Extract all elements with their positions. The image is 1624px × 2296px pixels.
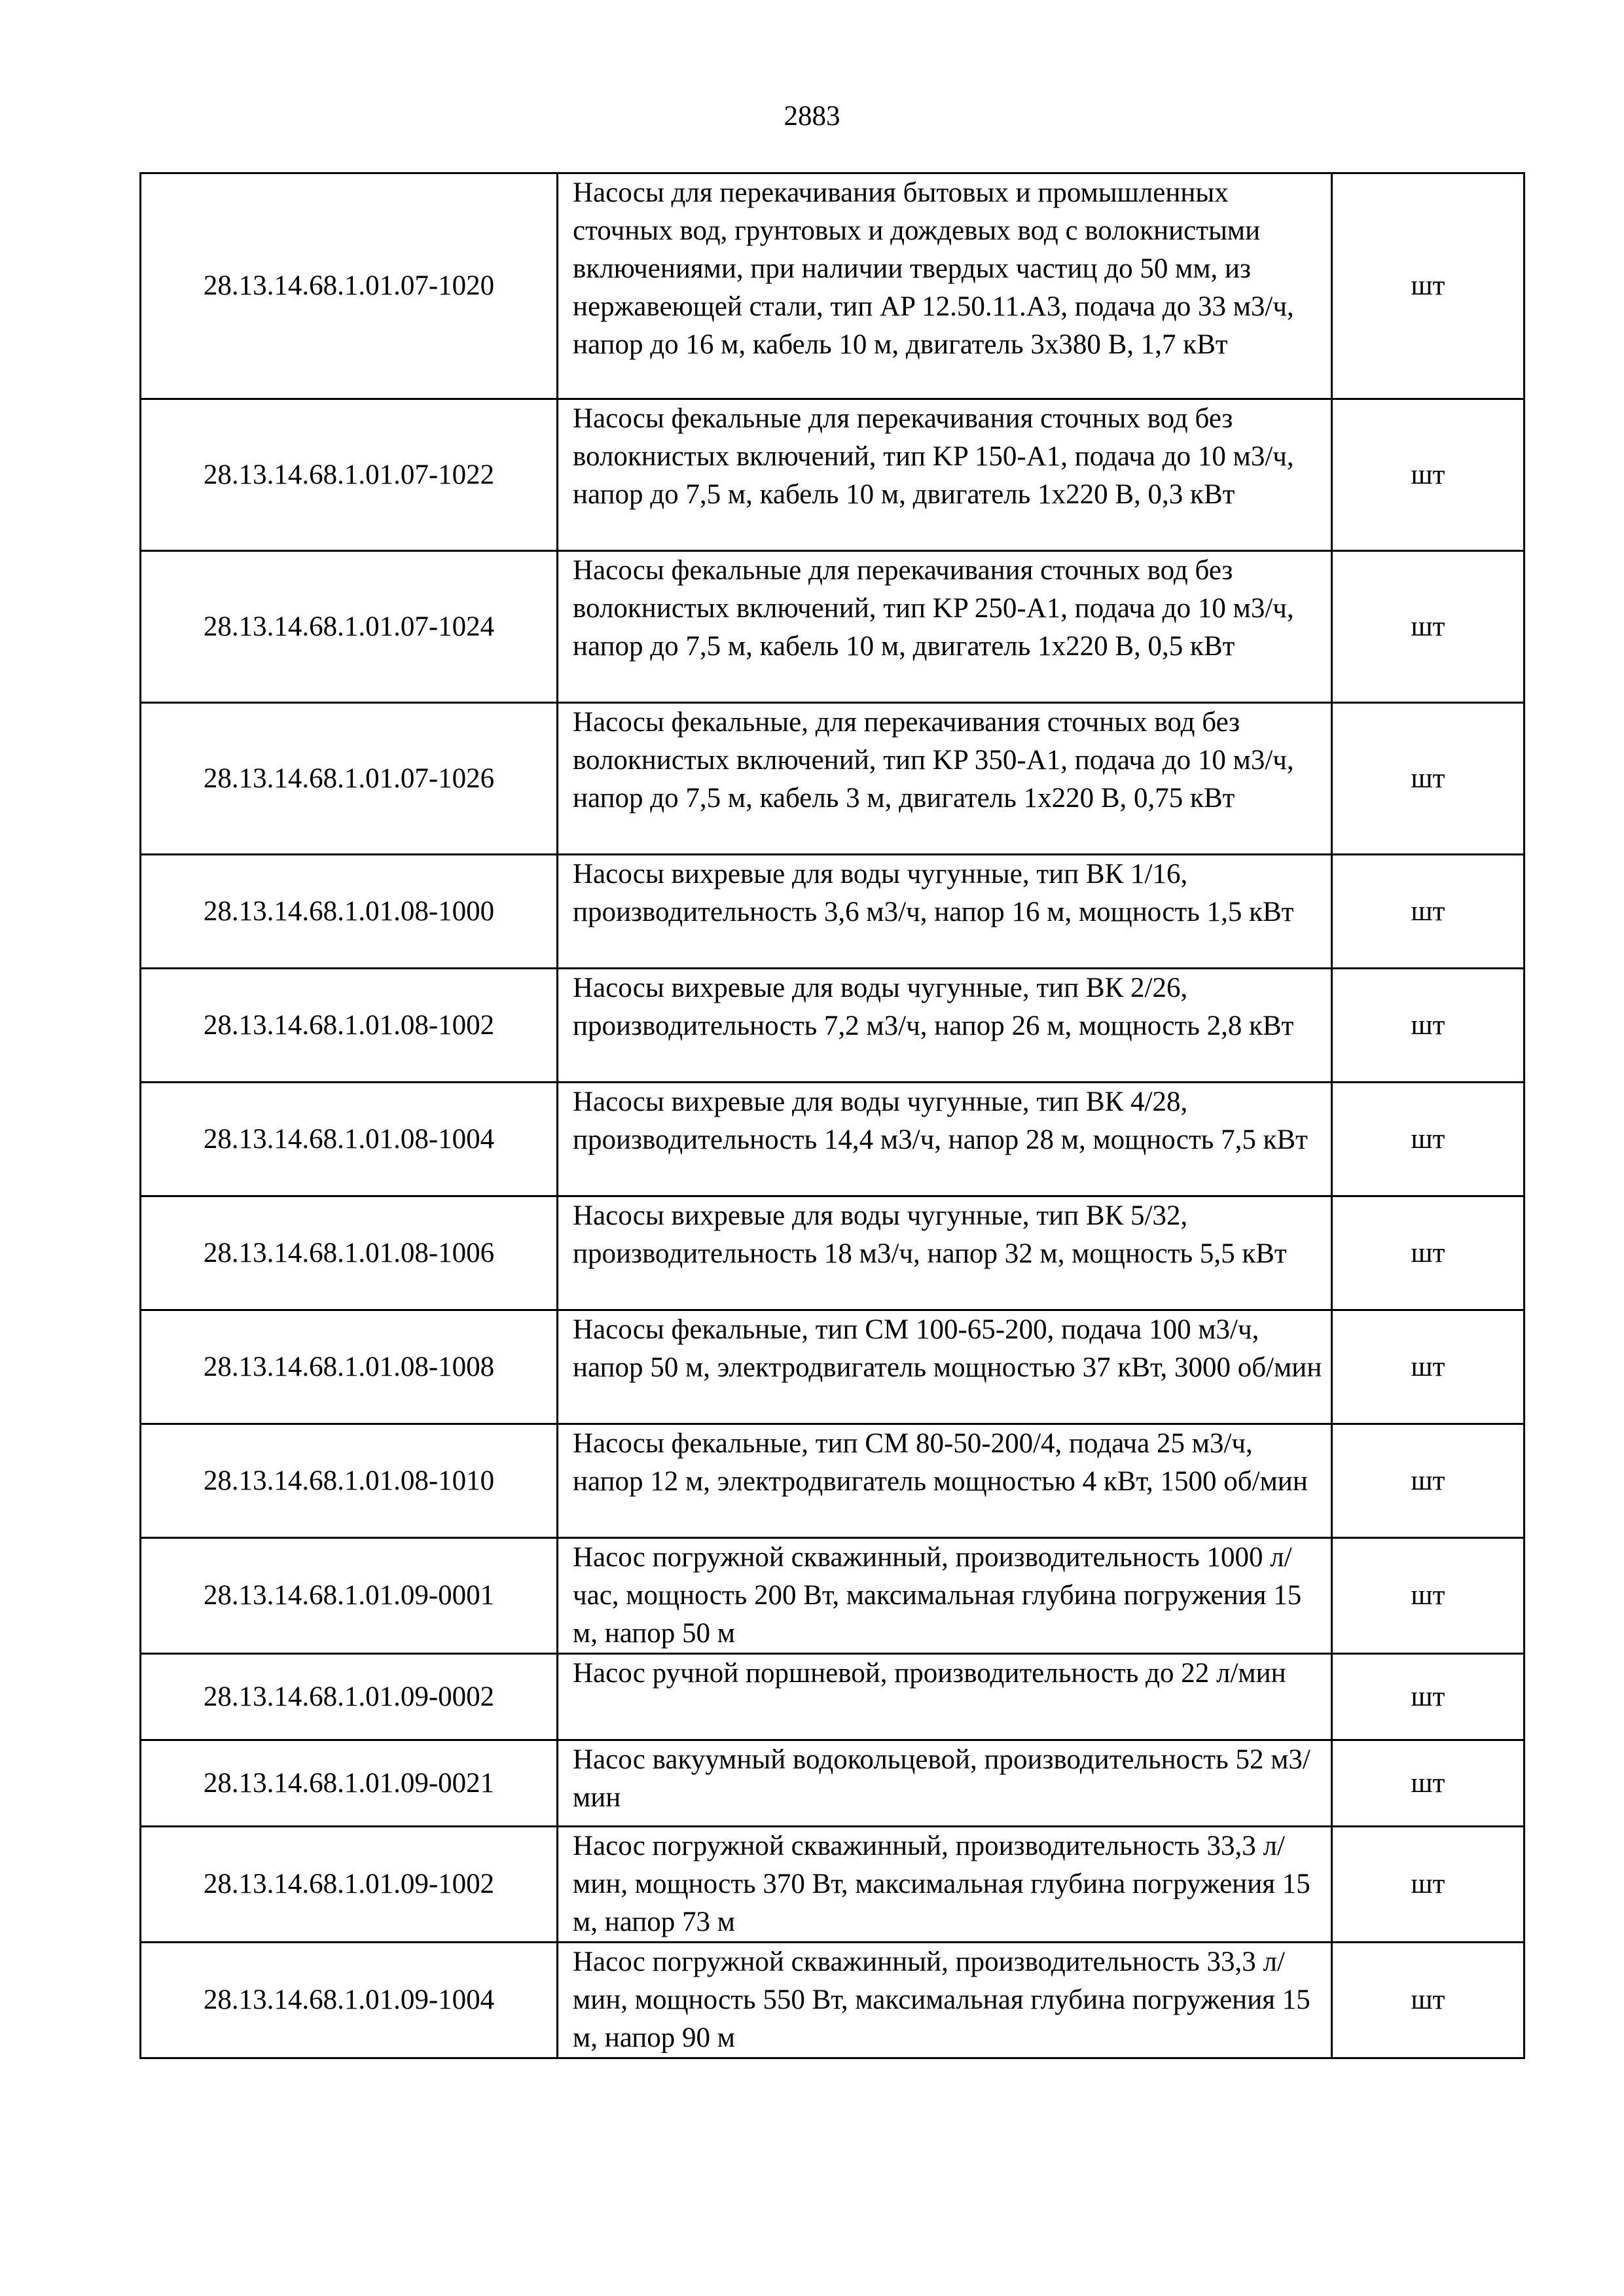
resource-description: Насосы вихревые для воды чугунные, тип ВК 5/32, производительность 18 м3/ч, напор 32 м, мощность 5,5 кВт xyxy=(558,1196,1332,1310)
catalog-table xyxy=(139,172,1525,2059)
resource-description: Насос вакуумный водокольцевой, производительность 52 м3/мин xyxy=(558,1740,1332,1827)
resource-code: 28.13.14.68.1.01.07-1022 xyxy=(141,399,558,551)
table-row xyxy=(141,855,1525,969)
table-row xyxy=(141,399,1525,551)
table-row xyxy=(141,969,1525,1083)
unit-of-measure: шт xyxy=(1332,551,1525,703)
resource-code: 28.13.14.68.1.01.07-1026 xyxy=(141,703,558,855)
resource-description: Насосы вихревые для воды чугунные, тип ВК 4/28, производительность 14,4 м3/ч, напор 28 м, мощность 7,5 кВт xyxy=(558,1083,1332,1196)
table-row xyxy=(141,703,1525,855)
resource-description: Насосы фекальные, для перекачивания сточных вод без волокнистых включений, тип KP 350-A1, подача до 10 м3/ч, напор до 7,5 м, кабель 3 м, двигатель 1x220 В, 0,75 кВт xyxy=(558,703,1332,855)
unit-of-measure: шт xyxy=(1332,1538,1525,1654)
table-row xyxy=(141,551,1525,703)
resource-description: Насосы вихревые для воды чугунные, тип ВК 2/26, производительность 7,2 м3/ч, напор 26 м, мощность 2,8 кВт xyxy=(558,969,1332,1083)
resource-description: Насос погружной скважинный, производительность 33,3 л/мин, мощность 370 Вт, максимальная глубина погружения 15 м, напор 73 м xyxy=(558,1827,1332,1943)
unit-of-measure: шт xyxy=(1332,1424,1525,1538)
unit-of-measure: шт xyxy=(1332,1310,1525,1424)
resource-code: 28.13.14.68.1.01.08-1008 xyxy=(141,1310,558,1424)
resource-code: 28.13.14.68.1.01.09-0002 xyxy=(141,1654,558,1740)
resource-description: Насос погружной скважинный, производительность 1000 л/час, мощность 200 Вт, максимальная глубина погружения 15 м, напор 50 м xyxy=(558,1538,1332,1654)
unit-of-measure: шт xyxy=(1332,1943,1525,2058)
unit-of-measure: шт xyxy=(1332,1827,1525,1943)
table-row xyxy=(141,1827,1525,1943)
table-row xyxy=(141,173,1525,399)
table-row xyxy=(141,1424,1525,1538)
table-row xyxy=(141,1943,1525,2058)
resource-code: 28.13.14.68.1.01.08-1006 xyxy=(141,1196,558,1310)
unit-of-measure: шт xyxy=(1332,173,1525,399)
unit-of-measure: шт xyxy=(1332,703,1525,855)
resource-description: Насосы фекальные для перекачивания сточных вод без волокнистых включений, тип KP 150-A1, подача до 10 м3/ч, напор до 7,5 м, кабель 10 м, двигатель 1x220 В, 0,3 кВт xyxy=(558,399,1332,551)
unit-of-measure: шт xyxy=(1332,1740,1525,1827)
resource-code: 28.13.14.68.1.01.07-1020 xyxy=(141,173,558,399)
unit-of-measure: шт xyxy=(1332,855,1525,969)
resource-code: 28.13.14.68.1.01.08-1010 xyxy=(141,1424,558,1538)
resource-code: 28.13.14.68.1.01.07-1024 xyxy=(141,551,558,703)
resource-code: 28.13.14.68.1.01.09-0021 xyxy=(141,1740,558,1827)
resource-description: Насосы фекальные, тип СМ 80-50-200/4, подача 25 м3/ч, напор 12 м, электродвигатель мощностью 4 кВт, 1500 об/мин xyxy=(558,1424,1332,1538)
resource-description: Насос ручной поршневой, производительность до 22 л/мин xyxy=(558,1654,1332,1740)
resource-code: 28.13.14.68.1.01.08-1002 xyxy=(141,969,558,1083)
resource-code: 28.13.14.68.1.01.08-1000 xyxy=(141,855,558,969)
unit-of-measure: шт xyxy=(1332,1196,1525,1310)
resource-code: 28.13.14.68.1.01.09-0001 xyxy=(141,1538,558,1654)
unit-of-measure: шт xyxy=(1332,1083,1525,1196)
catalog-table-body xyxy=(141,173,1525,2058)
table-row xyxy=(141,1740,1525,1827)
resource-code: 28.13.14.68.1.01.08-1004 xyxy=(141,1083,558,1196)
page-number: 2883 xyxy=(784,101,840,132)
unit-of-measure: шт xyxy=(1332,1654,1525,1740)
resource-description: Насосы фекальные, тип СМ 100-65-200, подача 100 м3/ч, напор 50 м, электродвигатель мощностью 37 кВт, 3000 об/мин xyxy=(558,1310,1332,1424)
table-row xyxy=(141,1538,1525,1654)
resource-description: Насос погружной скважинный, производительность 33,3 л/мин, мощность 550 Вт, максимальная глубина погружения 15 м, напор 90 м xyxy=(558,1943,1332,2058)
resource-code: 28.13.14.68.1.01.09-1002 xyxy=(141,1827,558,1943)
table-row xyxy=(141,1310,1525,1424)
resource-code: 28.13.14.68.1.01.09-1004 xyxy=(141,1943,558,2058)
resource-description: Насосы фекальные для перекачивания сточных вод без волокнистых включений, тип KP 250-A1, подача до 10 м3/ч, напор до 7,5 м, кабель 10 м, двигатель 1x220 В, 0,5 кВт xyxy=(558,551,1332,703)
unit-of-measure: шт xyxy=(1332,969,1525,1083)
resource-description: Насосы вихревые для воды чугунные, тип ВК 1/16, производительность 3,6 м3/ч, напор 16 м, мощность 1,5 кВт xyxy=(558,855,1332,969)
resource-description: Насосы для перекачивания бытовых и промышленных сточных вод, грунтовых и дождевых вод с волокнистыми включениями, при наличии твердых частиц до 50 мм, из нержавеющей стали, тип AP 12.50.11.A3, подача до 33 м3/ч, напор до 16 м, кабель 10 м, двигатель 3x380 В, 1,7 кВт xyxy=(558,173,1332,399)
table-row xyxy=(141,1196,1525,1310)
table-row xyxy=(141,1083,1525,1196)
table-row xyxy=(141,1654,1525,1740)
unit-of-measure: шт xyxy=(1332,399,1525,551)
